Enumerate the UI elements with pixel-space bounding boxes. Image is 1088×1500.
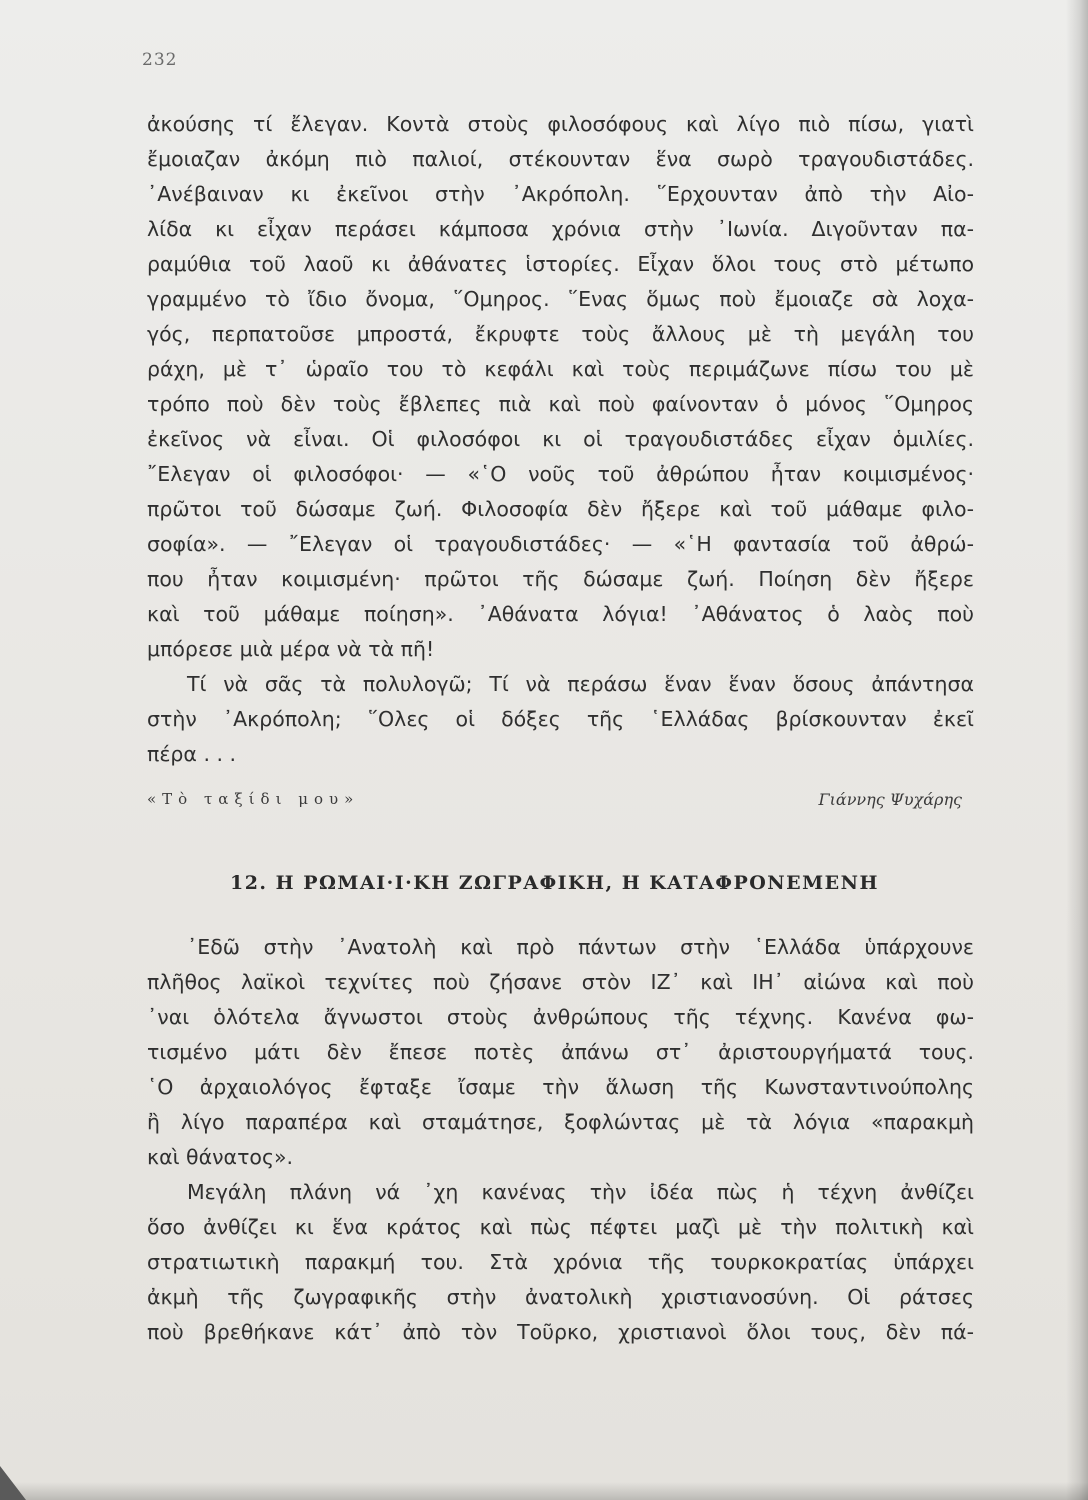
text-line: ἐκεῖνος νὰ εἶναι. Οἱ φιλοσόφοι κι οἱ τραγουδιστάδες εἶχαν ὁμιλίες. [147,427,974,451]
text-line: Τί νὰ σᾶς τὰ πολυλογῶ; Τί νὰ περάσω ἕναν ἕναν ὅσους ἀπάντησα [187,672,974,696]
text-line: ῾Ο ἀρχαιολόγος ἔφταξε ἴσαμε τὴν ἅλωση τῆς Κωνσταντινούπολης [147,1075,974,1099]
source-title: «Τὸ ταξίδι μου» [147,790,360,808]
text-line: τισμένο μάτι δὲν ἔπεσε ποτὲς ἀπάνω στ᾿ ἀριστουργήματά τους. [147,1040,974,1064]
text-line: καὶ τοῦ μάθαμε ποίηση». ᾿Αθάνατα λόγια! ᾿Αθάνατος ὁ λαὸς ποὺ [147,602,974,626]
text-line: που ἦταν κοιμισμένη· πρῶτοι τῆς δώσαμε ζωή. Ποίηση δὲν ἤξερε [147,567,974,591]
text-line: μπόρεσε μιὰ μέρα νὰ τὰ πῆ! [147,637,435,661]
text-line: πέρα . . . [147,742,237,766]
text-line: γραμμένο τὸ ἴδιο ὄνομα, ῞Ομηρος. ῞Ενας ὅμως ποὺ ἔμοιαζε σὰ λοχα- [147,287,974,311]
text-line: ᾿Ανέβαιναν κι ἐκεῖνοι στὴν ᾿Ακρόπολη. ῞Ερχουνταν ἀπὸ τὴν Αἰο- [147,182,974,206]
paragraph-3 [147,930,974,1175]
text-line: ἔμοιαζαν ἀκόμη πιὸ παλιοί, στέκουνταν ἕνα σωρὸ τραγουδιστάδες. [147,147,974,171]
text-line: ραμύθια τοῦ λαοῦ κι ἀθάνατες ἱστορίες. Εἶχαν ὅλοι τους στὸ μέτωπο [147,252,974,276]
text-line: ἢ λίγο παραπέρα καὶ σταμάτησε, ξοφλώντας μὲ τὰ λόγια «παρακμὴ [147,1110,974,1134]
text-line: πρῶτοι τοῦ δώσαμε ζωή. Φιλοσοφία δὲν ἤξερε καὶ τοῦ μάθαμε φιλο- [147,497,974,521]
text-line: στὴν ᾿Ακρόπολη; ῞Ολες οἱ δόξες τῆς ῾Ελλάδας βρίσκουνταν ἐκεῖ [147,707,974,731]
text-line: γός, περπατοῦσε μπροστά, ἔκρυφτε τοὺς ἄλλους μὲ τὴ μεγάλη του [147,322,974,346]
text-line: ποὺ βρεθήκανε κάτ᾿ ἀπὸ τὸν Τοῦρκο, χριστιανοὶ ὅλοι τους, δὲν πά- [147,1320,974,1344]
paragraph-2 [147,667,974,772]
text-line: ὅσο ἀνθίζει κι ἕνα κράτος καὶ πὼς πέφτει μαζὶ μὲ τὴν πολιτικὴ καὶ [147,1215,974,1239]
page-number: 232 [142,50,178,70]
page-edge-shadow-right [1066,0,1088,1500]
text-line: τρόπο ποὺ δὲν τοὺς ἔβλεπες πιὰ καὶ ποὺ φαίνονταν ὁ μόνος ῞Ομηρος [147,392,974,416]
text-line: λίδα κι εἶχαν περάσει κάμποσα χρόνια στὴν ᾿Ιωνία. Διγοῦνταν πα- [147,217,974,241]
text-line: ᾿Εδῶ στὴν ᾿Ανατολὴ καὶ πρὸ πάντων στὴν ῾Ελλάδα ὑπάρχουνε [187,935,974,959]
text-line: ράχη, μὲ τ᾿ ὡραῖο του τὸ κεφάλι καὶ τοὺς περιμάζωνε πίσω του μὲ [147,357,974,381]
text-line: σοφία». — ῎Ελεγαν οἱ τραγουδιστάδες· — «῾Η φαντασία τοῦ ἀθρώ- [147,532,974,556]
page-edge-shadow-bottom [0,1482,1088,1500]
text-line: Μεγάλη πλάνη νά ᾿χη κανένας τὴν ἰδέα πὼς ἡ τέχνη ἀνθίζει [187,1180,974,1204]
text-line: καὶ θάνατος». [147,1145,294,1169]
text-line: ῎Ελεγαν οἱ φιλοσόφοι· — «῾Ο νοῦς τοῦ ἀθρώπου ἦταν κοιμισμένος· [147,462,974,486]
text-line: ἀκούσης τί ἔλεγαν. Κοντὰ στοὺς φιλοσόφους καὶ λίγο πιὸ πίσω, γιατὶ [147,112,974,136]
text-line: ἀκμὴ τῆς ζωγραφικῆς στὴν ἀνατολικὴ χριστιανοσύνη. Οἱ ράτσες [147,1285,974,1309]
paragraph-1 [147,107,974,667]
paragraph-4 [147,1175,974,1350]
section-heading: 12. Η ΡΩΜΑΙ·Ι·ΚΗ ΖΩΓΡΑΦΙΚΗ, Η ΚΑΤΑΦΡΟΝΕΜΕΝΗ [229,872,879,894]
text-line: στρατιωτικὴ παρακμή του. Στὰ χρόνια τῆς τουρκοκρατίας ὑπάρχει [147,1250,974,1274]
text-line: πλῆθος λαϊκοὶ τεχνίτες ποὺ ζήσανε στὸν ΙΖ᾿ καὶ ΙΗ᾿ αἰώνα καὶ ποὺ [147,970,974,994]
text-line: ᾿ναι ὁλότελα ἄγνωστοι στοὺς ἀνθρώπους τῆς τέχνης. Κανένα φω- [147,1005,974,1029]
attribution [147,790,962,820]
source-author: Γιάννης Ψυχάρης [818,790,962,809]
